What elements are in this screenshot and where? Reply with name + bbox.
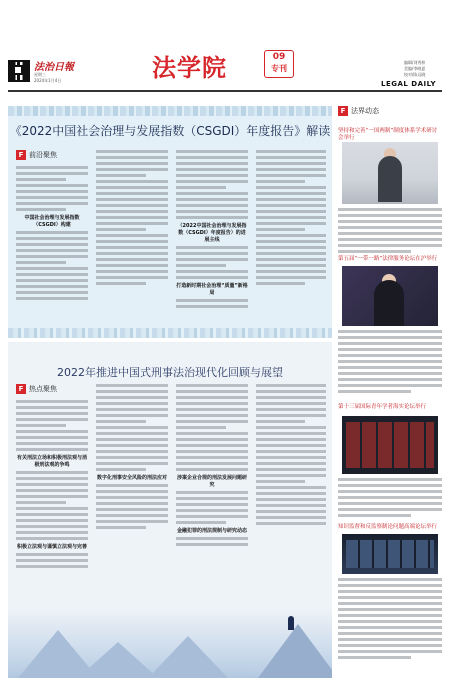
page-title: 法学院 [152,54,227,82]
article-headline: 2022年推进中国式刑事法治现代化回顾与展望 [57,366,283,379]
article-subhead: 金融犯罪的刑法规制与研究动态 [176,528,247,534]
article-subhead: （2022中国社会治理与发展指数（CSGDI）年度报告）的进展主线 [177,223,247,243]
news-item-body [338,208,442,260]
news-item-body [338,330,442,400]
section-tag [16,384,57,394]
issue-number: 09 [272,52,286,62]
news-item-title: 坚持和完善“一国两制”制度体系学术研讨会举行 [338,128,438,141]
news-item-title: 第五届“一带一路”法律服务论坛在沪举行 [338,256,438,262]
paper-date-text: 2024年1月4日 [34,78,62,83]
right-column [338,106,442,678]
issue-badge [264,50,294,78]
news-photo [342,266,438,326]
editor-line: 校对/陈远晓 [404,72,426,77]
article-column [16,166,88,326]
article-column [176,384,248,600]
skyline-decoration [8,328,332,338]
section-tag [16,150,57,160]
article-subhead: 数字化刑事安全风险的刑法应对 [96,475,167,481]
issue-label: 专刊 [271,64,287,73]
section-tag-label: 前沿聚焦 [29,151,57,159]
section-tag-label: 热点聚焦 [29,385,57,393]
main-column [8,106,332,678]
article-subhead: 积极立法观与谨慎立法观与完善 [16,544,87,550]
article-column [96,384,168,600]
news-item-title: 第十三届国际青年学者海实论坛举行 [338,404,427,410]
editor-line: 编辑/刘秀梓 [404,60,426,65]
editor-credits [404,60,425,78]
skyline-decoration [8,106,332,116]
article-column [256,384,326,600]
climber-figure [288,616,294,630]
article-column [256,150,326,326]
news-item-body [338,478,442,526]
qr-code-icon [8,60,30,82]
news-item-body [338,578,442,674]
news-photo [342,142,438,204]
article-subhead: 有关刑法立场和积极刑法观与消极刑法观的争鸣 [16,455,87,468]
news-photo [342,534,438,574]
article-headline: 《2022中国社会治理与发展指数（CSGDI）年度报告》解读 [9,124,331,138]
editor-line: 美编/李晓夏 [404,66,426,71]
paper-date [34,72,61,84]
article-panel-criminal-law [8,342,332,678]
masthead [0,0,450,92]
article-column [96,150,168,326]
masthead-divider [8,90,442,92]
article-subhead: 中国社会治理与发展指数（CSGDI）构建 [24,215,80,228]
article-column [176,150,248,326]
paper-logo: 法治日報 [34,62,74,73]
section-tag-label: 法界动态 [351,107,379,115]
paper-weekday: 星期三 [34,72,46,77]
article-subhead: 涉案企业合规的刑法发展问题研究 [176,475,247,488]
section-tag-icon: F [338,106,348,116]
news-photo [342,416,438,474]
section-tag-icon: F [16,384,26,394]
section-tag-icon: F [16,150,26,160]
article-subhead: 打造新时期社会治理“质量”新格局 [176,283,248,296]
news-item-title: 知识监督和反监察制论问题高端论坛举行 [338,524,438,530]
mountain-illustration [8,608,332,678]
legal-daily-wordmark: LEGAL DAILY [381,80,437,88]
section-tag [338,106,379,116]
article-panel-csgdi [8,106,332,338]
article-column [16,400,88,600]
